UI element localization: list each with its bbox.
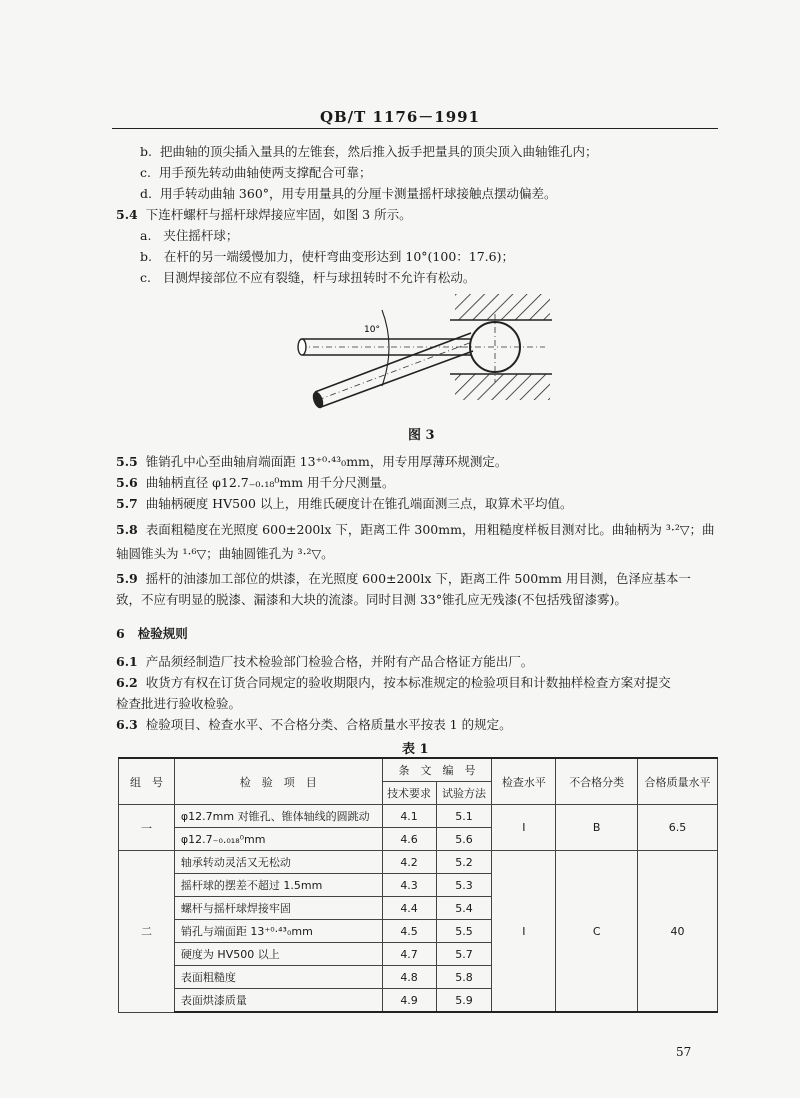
lower-clamp-hatch xyxy=(455,374,550,400)
table-caption: 表 1 xyxy=(402,742,429,757)
list-item: a. 夹住摇杆球； xyxy=(140,228,239,243)
header-tech-req: 技术要求 xyxy=(382,782,436,805)
section-6-heading: 6 检验规则 xyxy=(116,626,188,641)
group-level: I xyxy=(492,851,556,1013)
group-aql: 40 xyxy=(638,851,718,1013)
table-row: 表面粗糙度 4.8 5.8 xyxy=(119,966,718,989)
list-item: d. 用手转动曲轴 360°，用专用量具的分厘卡测量摇杆球接触点摆动偏差。 xyxy=(140,186,557,201)
clause-6-1: 6.1 产品须经制造厂技术检验部门检验合格，并附有产品合格证方能出厂。 xyxy=(116,654,534,669)
figure-caption: 图 3 xyxy=(408,428,435,443)
clause-5-7: 5.7 曲轴柄硬度 HV500 以上，用维氏硬度计在锥孔端面测三点，取算术平均值。 xyxy=(116,496,573,511)
table-row: 摇杆球的摆差不超过 1.5mm 4.3 5.3 xyxy=(119,874,718,897)
clause-5-5: 5.5 锥销孔中心至曲轴肩端面距 13⁺⁰·⁴³₀mm，用专用厚薄环规测定。 xyxy=(116,454,508,469)
clause-6-2: 6.2 收货方有权在订货合同规定的验收期限内，按本标准规定的检验项目和计数抽样检查方案对提交 xyxy=(116,675,671,690)
clause-5-4: 5.4 下连杆螺杆与摇杆球焊接应牢固，如图 3 所示。 xyxy=(116,207,412,222)
clause-5-9-cont: 致，不应有明显的脱漆、漏漆和大块的流漆。同时目测 33°锥孔应无残漆(不包括残留漆雾)。 xyxy=(116,592,627,607)
clause-6-2-cont: 检查批进行验收检验。 xyxy=(116,696,242,711)
table-row: 表面烘漆质量 4.9 5.9 xyxy=(119,989,718,1013)
list-item: c. 目测焊接部位不应有裂缝，杆与球扭转时不允许有松动。 xyxy=(140,270,476,285)
clause-5-6: 5.6 曲轴柄直径 φ12.7₋₀.₁₈⁰mm 用千分尺测量。 xyxy=(116,475,395,490)
header-class: 不合格分类 xyxy=(556,758,638,805)
table-row: φ12.7₋₀.₀₁₈⁰mm 4.6 5.6 xyxy=(119,828,718,851)
group-class: B xyxy=(556,805,638,851)
header-test-method: 试验方法 xyxy=(436,782,492,805)
header-group: 组 号 xyxy=(119,758,175,805)
group-level: I xyxy=(492,805,556,851)
header-item: 检 验 项 目 xyxy=(174,758,382,805)
table-row: 一 φ12.7mm 对锥孔、锥体轴线的圆跳动 4.1 5.1 I B 6.5 xyxy=(119,805,718,828)
group-name: 一 xyxy=(119,805,175,851)
list-item: c. 用手预先转动曲轴使两支撑配合可靠； xyxy=(140,165,372,180)
table-row: 螺杆与摇杆球焊接牢固 4.4 5.4 xyxy=(119,897,718,920)
clause-5-9: 5.9 摇杆的油漆加工部位的烘漆，在光照度 600±200lx 下，距离工件 500mm 用目测，色泽应基本一 xyxy=(116,571,691,586)
table-row: 硬度为 HV500 以上 4.7 5.7 xyxy=(119,943,718,966)
page-number: 57 xyxy=(676,1045,692,1059)
group-name: 二 xyxy=(119,851,175,1013)
header-aql: 合格质量水平 xyxy=(638,758,718,805)
angle-label: 10° xyxy=(364,325,380,335)
group-class: C xyxy=(556,851,638,1013)
clause-5-8-cont: 轴圆锥头为 ¹·⁶▽；曲轴圆锥孔为 ³·²▽。 xyxy=(116,546,334,561)
group-aql: 6.5 xyxy=(638,805,718,851)
upper-clamp-hatch xyxy=(455,294,550,320)
clause-5-8: 5.8 表面粗糙度在光照度 600±200lx 下，距离工件 300mm，用粗糙度样板目测对比。曲轴柄为 ³·²▽；曲 xyxy=(116,522,715,537)
table-row: 二 轴承转动灵活又无松动 4.2 5.2 I C 40 xyxy=(119,851,718,874)
header-rule xyxy=(112,128,718,129)
table-row: 销孔与端面距 13⁺⁰·⁴³₀mm 4.5 5.5 xyxy=(119,920,718,943)
standard-header: QB/T 1176－1991 xyxy=(319,108,481,126)
clause-6-3: 6.3 检验项目、检查水平、不合格分类、合格质量水平按表 1 的规定。 xyxy=(116,717,512,732)
figure-3-drawing xyxy=(290,290,560,415)
header-clause: 条 文 编 号 xyxy=(382,758,492,782)
list-item: b. 把曲轴的顶尖插入量具的左锥套，然后推入扳手把量具的顶尖顶入曲轴锥孔内； xyxy=(140,144,598,159)
inspection-table xyxy=(118,757,718,1013)
header-level: 检查水平 xyxy=(492,758,556,805)
list-item: b. 在杆的另一端缓慢加力，使杆弯曲变形达到 10°(100：17.6)； xyxy=(140,249,514,264)
